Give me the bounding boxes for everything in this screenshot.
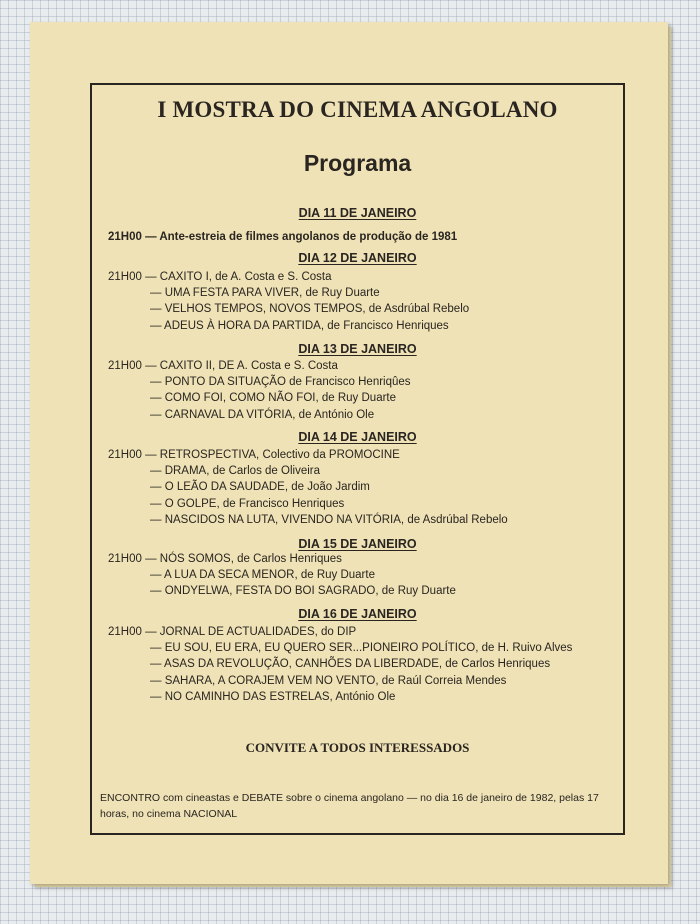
screening-item: — EU SOU, EU ERA, EU QUERO SER...PIONEIRO POLÍTICO, de H. Ruivo Alves	[150, 642, 573, 655]
screening-item: — COMO FOI, COMO NÃO FOI, de Ruy Duarte	[150, 392, 397, 405]
footer-note: ENCONTRO com cineastas e DEBATE sobre o cinema angolano — no dia 16 de janeiro de 1982, pelas 17 horas, no cinema NACIONAL	[100, 792, 599, 820]
day-heading: DIA 12 DE JANEIRO	[298, 251, 417, 265]
screening-item: 21H00 — JORNAL DE ACTUALIDADES, do DIP	[108, 626, 357, 638]
screening-item: — O GOLPE, de Francisco Henriques	[150, 497, 345, 510]
day-heading: DIA 13 DE JANEIRO	[298, 342, 417, 356]
screening-item: — UMA FESTA PARA VIVER, de Ruy Duarte	[150, 287, 380, 300]
screening-item: 21H00 — RETROSPECTIVA, Colectivo da PROMOCINE	[108, 449, 400, 461]
day-heading: DIA 11 DE JANEIRO	[298, 206, 417, 220]
invitation: CONVITE A TODOS INTERESSADOS	[245, 740, 470, 755]
screening-item: 21H00 — NÓS SOMOS, de Carlos Henriques	[108, 553, 342, 565]
screening-item: — NO CAMINHO DAS ESTRELAS, António Ole	[150, 690, 396, 703]
screening-item: — ONDYELWA, FESTA DO BOI SAGRADO, de Ruy Duarte	[150, 585, 456, 598]
day-heading: DIA 14 DE JANEIRO	[298, 430, 417, 444]
screening-item: — NASCIDOS NA LUTA, VIVENDO NA VITÓRIA, de Asdrúbal Rebelo	[150, 513, 508, 526]
day-heading: DIA 16 DE JANEIRO	[298, 607, 417, 621]
program-heading: Programa	[303, 150, 412, 176]
screening-item: — VELHOS TEMPOS, NOVOS TEMPOS, de Asdrúbal Rebelo	[150, 303, 470, 316]
screening-item: — A LUA DA SECA MENOR, de Ruy Duarte	[150, 569, 375, 582]
screening-item: — ASAS DA REVOLUÇÃO, CANHÕES DA LIBERDADE, de Carlos Henriques	[150, 658, 551, 671]
screening-item: 21H00 — CAXITO II, DE A. Costa e S. Costa	[108, 360, 338, 372]
screening-item: — CARNAVAL DA VITÓRIA, de António Ole	[150, 408, 375, 421]
screening-item: — PONTO DA SITUAÇÃO de Francisco Henriqûes	[150, 376, 411, 389]
day-heading: DIA 15 DE JANEIRO	[298, 537, 417, 551]
screening-item: 21H00 — CAXITO I, de A. Costa e S. Costa	[108, 271, 332, 283]
screening-item: — SAHARA, A CORAJEM VEM NO VENTO, de Raúl Correia Mendes	[150, 674, 507, 687]
screening-item: — O LEÃO DA SAUDADE, de João Jardim	[150, 481, 370, 494]
page-title: I MOSTRA DO CINEMA ANGOLANO	[157, 97, 558, 122]
screening-item: — ADEUS À HORA DA PARTIDA, de Francisco Henriques	[150, 319, 449, 332]
screening-item: — DRAMA, de Carlos de Oliveira	[150, 465, 320, 478]
screening-item: 21H00 — Ante-estreia de filmes angolanos de produção de 1981	[108, 231, 458, 243]
